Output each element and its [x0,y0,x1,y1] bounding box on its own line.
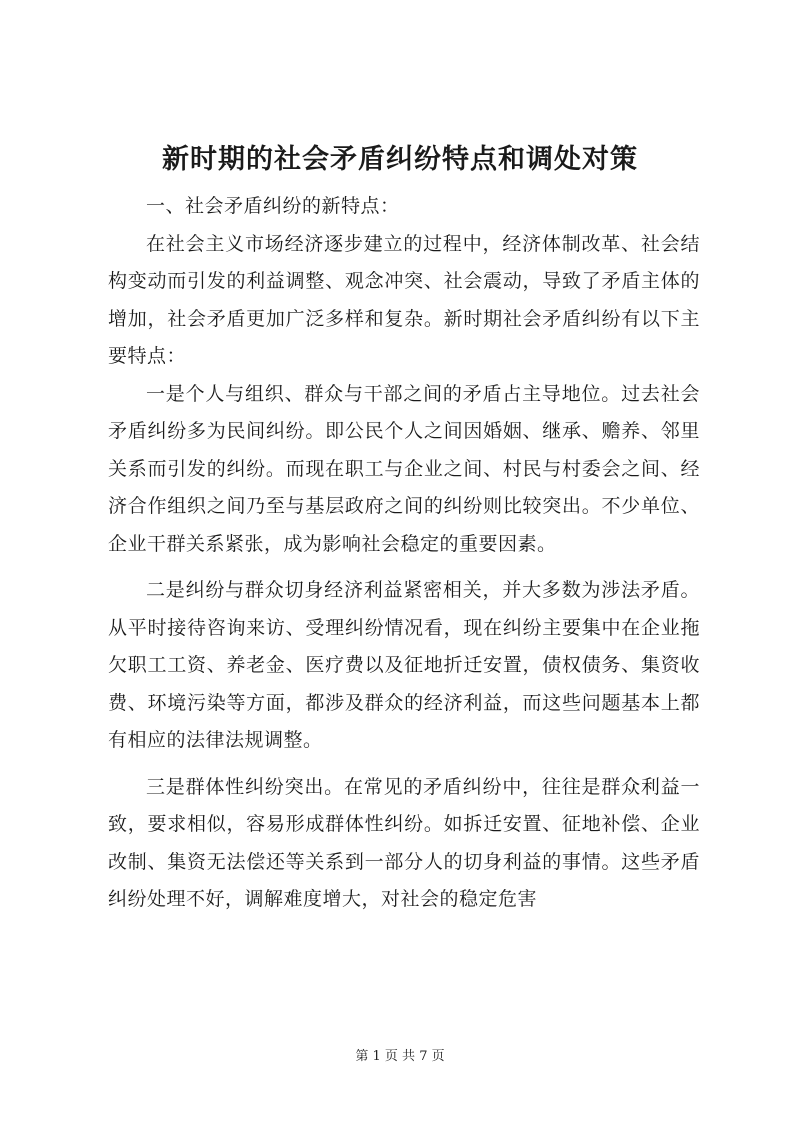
intro-paragraph: 在社会主义市场经济逐步建立的过程中，经济体制改革、社会结构变动而引发的利益调整、观念冲突、社会震动，导致了矛盾主体的增加，社会矛盾更加广泛多样和复杂。新时期社会矛盾纠纷有以下主要特点： [108,232,700,367]
section-heading: 一、社会矛盾纠纷的新特点： [146,195,400,217]
document-title: 新时期的社会矛盾纠纷特点和调处对策 [162,144,638,175]
feature-three-paragraph: 三是群体性纠纷突出。在常见的矛盾纠纷中，往往是群众利益一致，要求相似，容易形成群体性纠纷。如拆迁安置、征地补偿、企业改制、集资无法偿还等关系到一部分人的切身利益的事情。这些矛盾纠纷处理不好，调解难度增大，对社会的稳定危害 [108,775,700,910]
feature-two-paragraph: 二是纠纷与群众切身经济利益紧密相关，并大多数为涉法矛盾。从平时接待咨询来访、受理纠纷情况看，现在纠纷主要集中在企业拖欠职工工资、养老金、医疗费以及征地折迁安置，债权债务、集资收费、环境污染等方面，都涉及群众的经济利益，而这些问题基本上都有相应的法律法规调整。 [108,579,700,751]
page-footer: 第 1 页 共 7 页 [355,1049,445,1064]
document-body [108,188,700,919]
feature-one-paragraph: 一是个人与组织、群众与干部之间的矛盾占主导地位。过去社会矛盾纠纷多为民间纠纷。即公民个人之间因婚姻、继承、赡养、邻里关系而引发的纠纷。而现在职工与企业之间、村民与村委会之间、经济合作组织之间乃至与基层政府之间的纠纷则比较突出。不少单位、企业干群关系紧张，成为影响社会稳定的重要因素。 [108,382,700,555]
